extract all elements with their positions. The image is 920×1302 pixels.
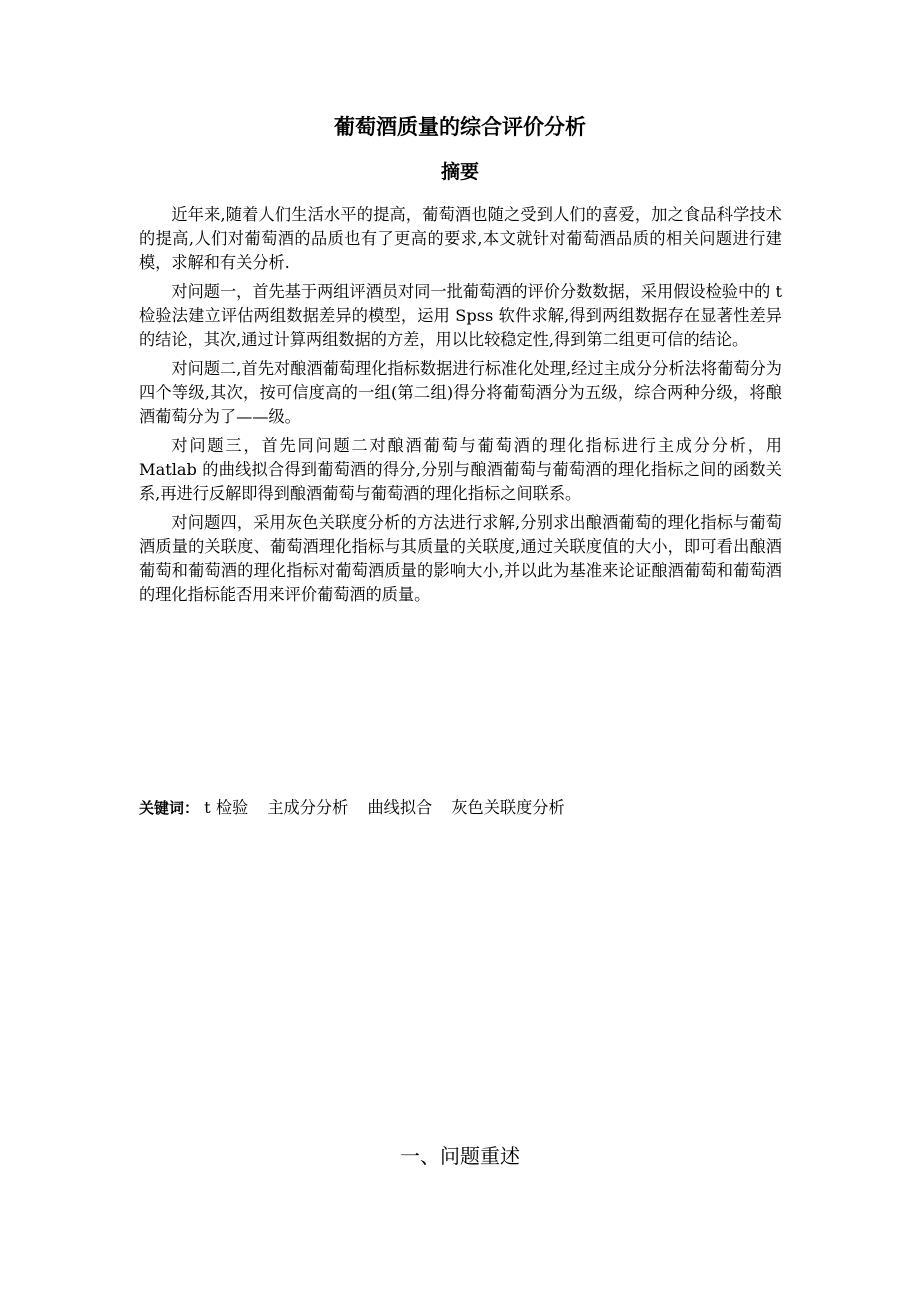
abstract-heading: 摘要 <box>440 161 479 183</box>
abstract-paragraph: 对问题一，首先基于两组评酒员对同一批葡萄酒的评价分数数据，采用假设检验中的 t 检验法建立评估两组数据差异的模型，运用 Spss 软件求解,得到两组数据存在显著性差异的结论，其次,通过计算两组数据的方差，用以比较稳定性,得到第二组更可信的结论。 <box>139 282 782 349</box>
paper-title: 葡萄酒质量的综合评价分析 <box>334 115 586 139</box>
abstract-paragraph: 对问题三，首先同问题二对酿酒葡萄与葡萄酒的理化指标进行主成分分析，用 Matlab 的曲线拟合得到葡萄酒的得分,分别与酿酒葡萄与葡萄酒的理化指标之间的函数关系,再进行反解即得到酿酒葡萄与葡萄酒的理化指标之间联系。 <box>139 436 782 503</box>
abstract-paragraph: 近年来,随着人们生活水平的提高，葡萄酒也随之受到人们的喜爱，加之食品科学技术的提高,人们对葡萄酒的品质也有了更高的要求,本文就针对葡萄酒品质的相关问题进行建模，求解和有关分析. <box>139 205 782 272</box>
keyword-item: 主成分分析 <box>267 798 349 817</box>
abstract-paragraph: 对问题二,首先对酿酒葡萄理化指标数据进行标准化处理,经过主成分分析法将葡萄分为四个等级,其次，按可信度高的一组(第二组)得分将葡萄酒分为五级，综合两种分级，将酿酒葡萄分为了——级。 <box>139 359 782 426</box>
keyword-item: t 检验 <box>204 798 249 817</box>
keyword-item: 曲线拟合 <box>367 798 433 817</box>
keywords-label: 关键词： <box>139 799 200 817</box>
keyword-item: 灰色关联度分析 <box>451 798 565 817</box>
keywords-line <box>139 796 782 820</box>
section-heading: 一、问题重述 <box>400 1144 520 1168</box>
abstract-paragraph: 对问题四，采用灰色关联度分析的方法进行求解,分别求出酿酒葡萄的理化指标与葡萄酒质量的关联度、葡萄酒理化指标与其质量的关联度,通过关联度值的大小，即可看出酿酒葡萄和葡萄酒的理化指标对葡萄酒质量的影响大小,并以此为基准来论证酿酒葡萄和葡萄酒的理化指标能否用来评价葡萄酒的质量。 <box>139 513 782 604</box>
abstract-body <box>139 203 782 612</box>
